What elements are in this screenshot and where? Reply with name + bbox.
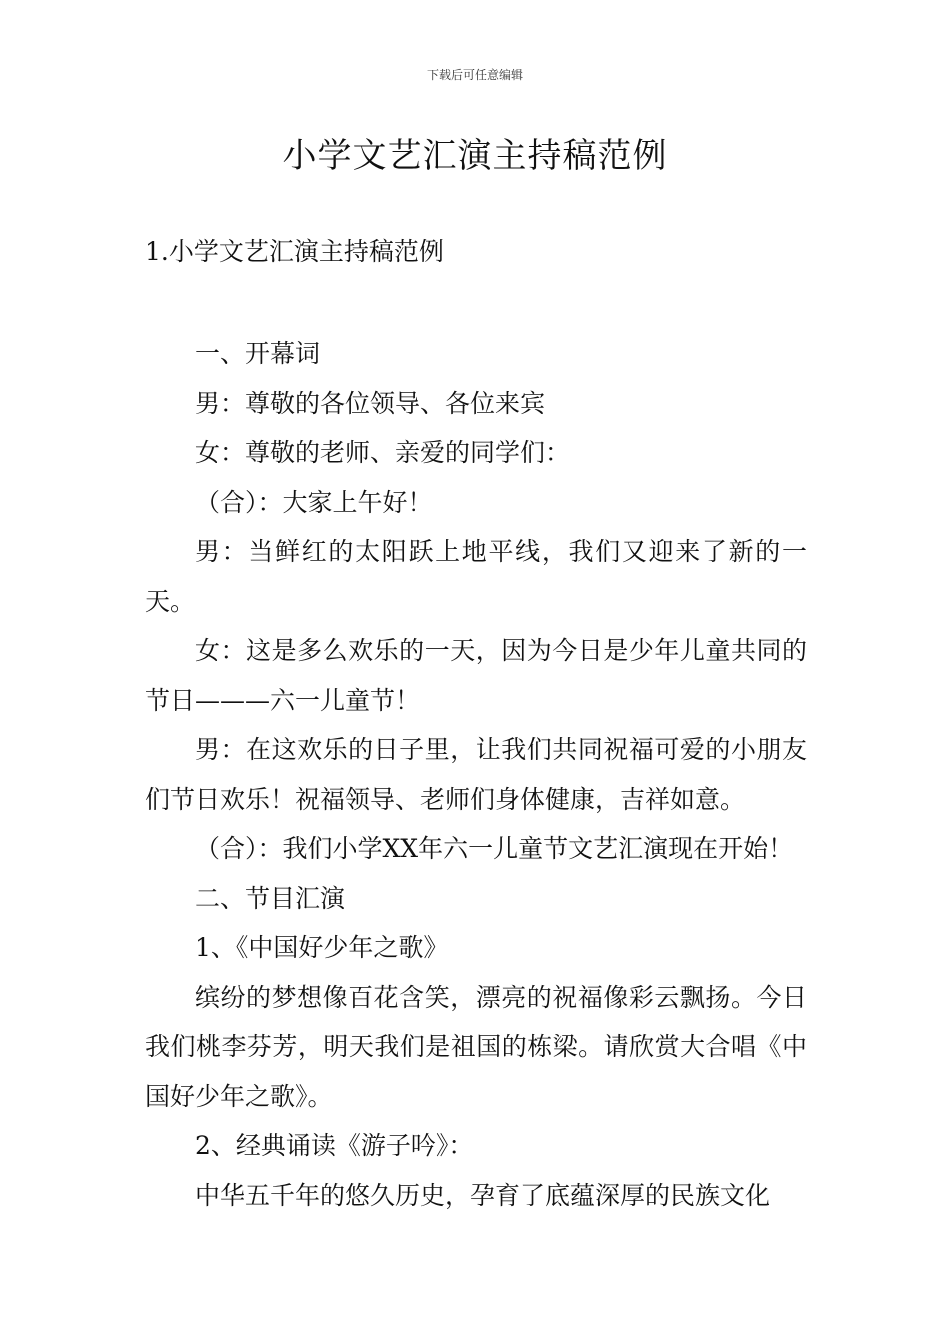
paragraph: 女：尊敬的老师、亲爱的同学们： <box>195 438 571 467</box>
paragraph: 男：在这欢乐的日子里，让我们共同祝福可爱的小朋友们节日欢乐！祝福领导、老师们身体健康，吉祥如意。 <box>145 735 807 814</box>
paragraph: 一、开幕词 <box>195 339 321 368</box>
paragraph: 二、节目汇演 <box>195 883 346 913</box>
paragraph: 男：尊敬的各位领导、各位来宾 <box>195 388 546 418</box>
document-title: 小学文艺汇演主持稿范例 <box>282 136 668 176</box>
paragraph: 男：当鲜红的太阳跃上地平线，我们又迎来了新的一天。 <box>145 537 807 616</box>
paragraph: 2、经典诵读《游子吟》： <box>195 1131 474 1160</box>
paragraph: （合）：我们小学XX年六一儿童节文艺汇演现在开始！ <box>195 834 794 863</box>
document-body <box>145 329 807 1220</box>
header-note: 下载后可任意编辑 <box>426 68 523 82</box>
section-heading: 1.小学文艺汇演主持稿范例 <box>145 237 444 266</box>
paragraph: 女：这是多么欢乐的一天，因为今日是少年儿童共同的节日———六一儿童节！ <box>145 636 807 715</box>
paragraph: 缤纷的梦想像百花含笑，漂亮的祝福像彩云飘扬。今日我们桃李芬芳，明天我们是祖国的栋梁。请欣赏大合唱《中国好少年之歌》。 <box>145 982 807 1111</box>
paragraph: 中华五千年的悠久历史，孕育了底蕴深厚的民族文化 <box>195 1180 771 1210</box>
paragraph: 1、《中国好少年之歌》 <box>195 933 449 962</box>
paragraph: （合）：大家上午好！ <box>195 487 433 517</box>
